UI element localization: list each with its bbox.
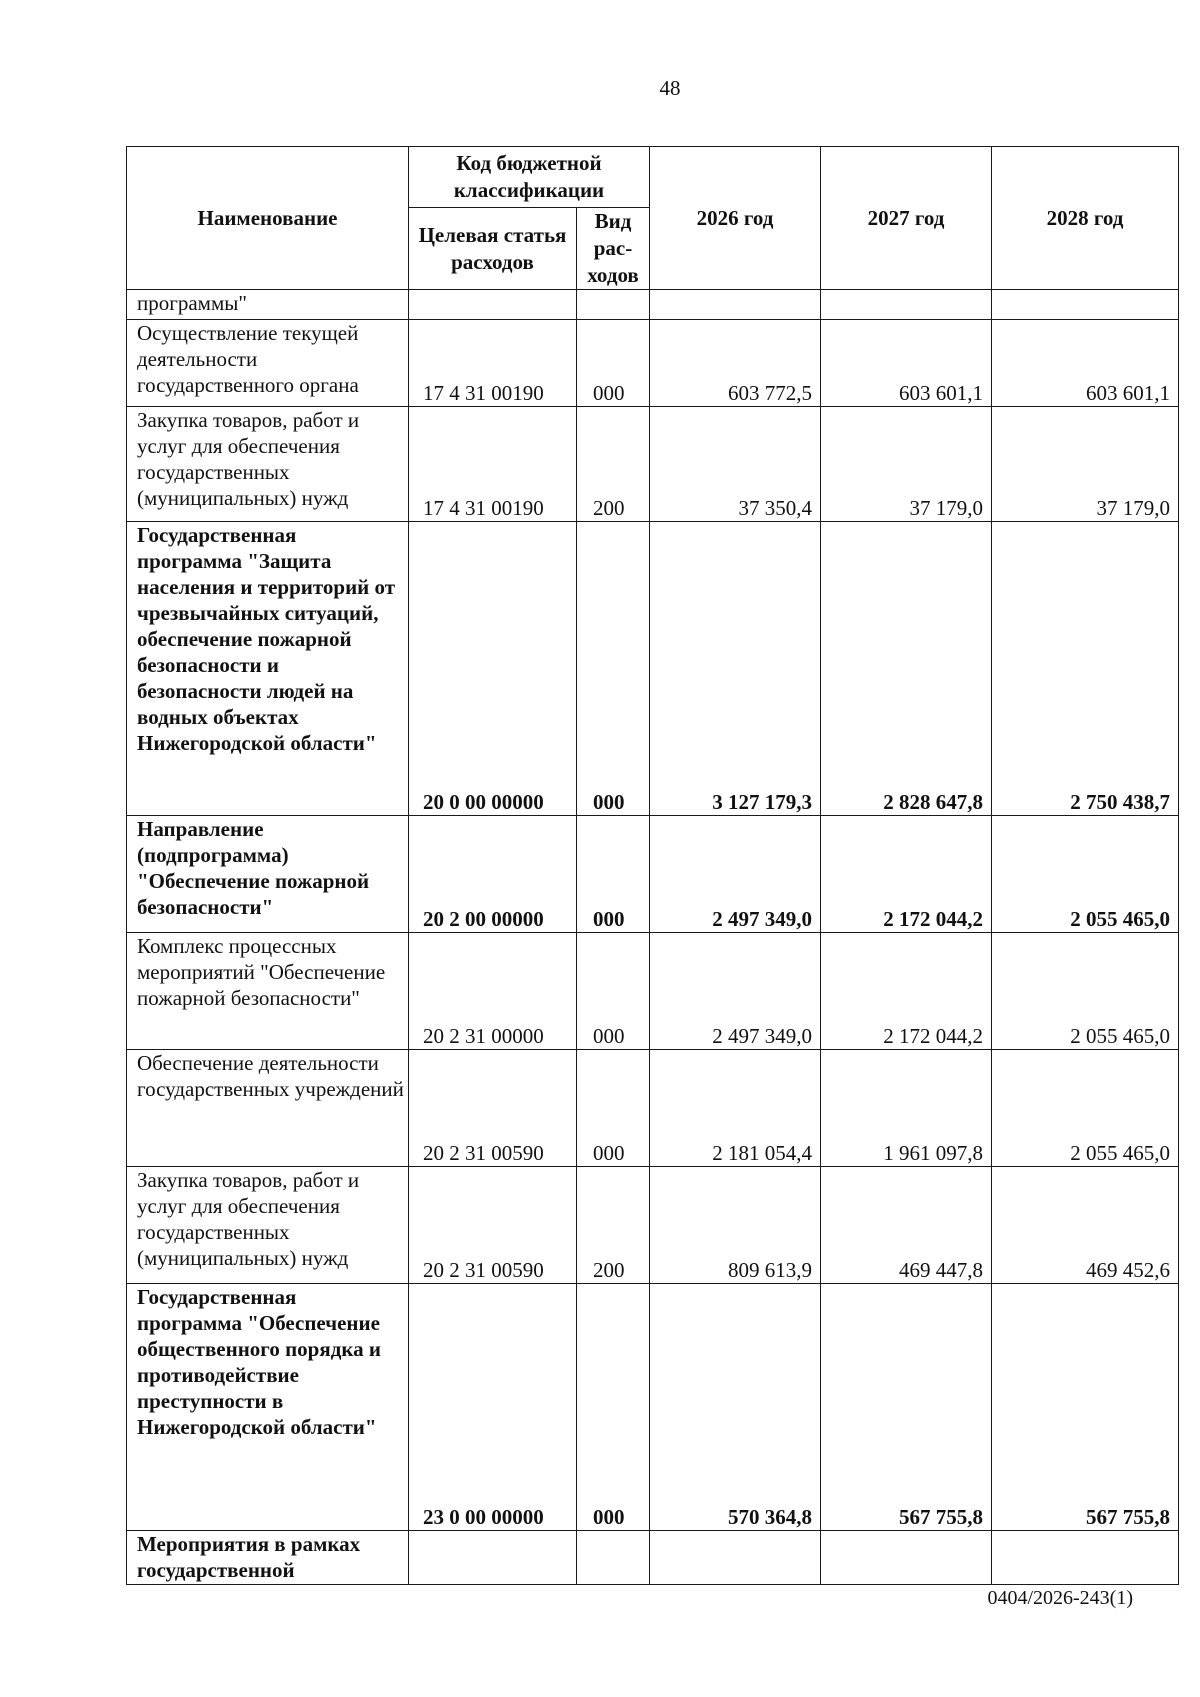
row-expense-type: 000 bbox=[577, 1284, 650, 1531]
table-row bbox=[127, 407, 1179, 522]
row-value-2028: 2 055 465,0 bbox=[992, 816, 1179, 933]
table-row bbox=[127, 1284, 1179, 1531]
row-value-2028: 2 055 465,0 bbox=[992, 933, 1179, 1050]
row-value-2027: 2 828 647,8 bbox=[821, 522, 992, 816]
row-value-2026: 2 497 349,0 bbox=[650, 933, 821, 1050]
row-expense-type: 200 bbox=[577, 1167, 650, 1284]
row-value-2028: 603 601,1 bbox=[992, 320, 1179, 407]
row-value-2026: 3 127 179,3 bbox=[650, 522, 821, 816]
row-value-2028: 2 750 438,7 bbox=[992, 522, 1179, 816]
row-value-2026: 570 364,8 bbox=[650, 1284, 821, 1531]
table-row bbox=[127, 1050, 1179, 1167]
row-value-2027: 37 179,0 bbox=[821, 407, 992, 522]
row-target-article: 23 0 00 00000 bbox=[409, 1284, 577, 1531]
header-code-group: Код бюджетной классификации bbox=[409, 147, 650, 208]
budget-table bbox=[126, 146, 1179, 1585]
row-value-2026: 2 497 349,0 bbox=[650, 816, 821, 933]
row-value-2027: 2 172 044,2 bbox=[821, 816, 992, 933]
row-name: Государственная программа "Защита населения и территорий от чрезвычайных ситуаций, обеспечение пожарной безопасности и безопасности людей на водных объектах Нижегородской области" bbox=[127, 522, 409, 816]
row-expense-type: 000 bbox=[577, 933, 650, 1050]
row-name: Осуществление текущей деятельности государственного органа bbox=[127, 320, 409, 407]
row-name: Государственная программа "Обеспечение общественного порядка и противодействие преступности в Нижегородской области" bbox=[127, 1284, 409, 1531]
row-value-2027: 603 601,1 bbox=[821, 320, 992, 407]
row-expense-type bbox=[577, 1531, 650, 1585]
row-value-2027: 567 755,8 bbox=[821, 1284, 992, 1531]
row-expense-type: 000 bbox=[577, 816, 650, 933]
document-code: 0404/2026-243(1) bbox=[987, 1587, 1133, 1609]
row-target-article: 17 4 31 00190 bbox=[409, 407, 577, 522]
table-row bbox=[127, 1531, 1179, 1585]
table-body bbox=[127, 290, 1179, 1585]
row-value-2027 bbox=[821, 290, 992, 320]
table-row bbox=[127, 290, 1179, 320]
row-target-article bbox=[409, 1531, 577, 1585]
row-name: Мероприятия в рамках государственной bbox=[127, 1531, 409, 1585]
header-2028: 2028 год bbox=[992, 147, 1179, 290]
row-target-article: 20 2 31 00000 bbox=[409, 933, 577, 1050]
row-expense-type: 000 bbox=[577, 1050, 650, 1167]
table-row bbox=[127, 320, 1179, 407]
table-row bbox=[127, 1167, 1179, 1284]
row-value-2026 bbox=[650, 290, 821, 320]
row-expense-type: 000 bbox=[577, 320, 650, 407]
row-name: Закупка товаров, работ и услуг для обеспечения государственных (муниципальных) нужд bbox=[127, 1167, 409, 1284]
row-target-article: 17 4 31 00190 bbox=[409, 320, 577, 407]
row-value-2028: 567 755,8 bbox=[992, 1284, 1179, 1531]
header-expense-type: Вид рас-ходов bbox=[577, 208, 650, 290]
row-name: Направление (подпрограмма) "Обеспечение пожарной безопасности" bbox=[127, 816, 409, 933]
table-row bbox=[127, 522, 1179, 816]
row-target-article: 20 2 31 00590 bbox=[409, 1050, 577, 1167]
row-value-2028: 2 055 465,0 bbox=[992, 1050, 1179, 1167]
header-2026: 2026 год bbox=[650, 147, 821, 290]
row-value-2026 bbox=[650, 1531, 821, 1585]
row-name: Обеспечение деятельности государственных учреждений bbox=[127, 1050, 409, 1167]
row-name: Закупка товаров, работ и услуг для обеспечения государственных (муниципальных) нужд bbox=[127, 407, 409, 522]
row-target-article: 20 2 00 00000 bbox=[409, 816, 577, 933]
row-value-2028: 37 179,0 bbox=[992, 407, 1179, 522]
row-value-2028: 469 452,6 bbox=[992, 1167, 1179, 1284]
header-target-article: Целевая статья расходов bbox=[409, 208, 577, 290]
row-target-article: 20 2 31 00590 bbox=[409, 1167, 577, 1284]
row-target-article bbox=[409, 290, 577, 320]
row-value-2027 bbox=[821, 1531, 992, 1585]
row-target-article: 20 0 00 00000 bbox=[409, 522, 577, 816]
header-name: Наименование bbox=[127, 147, 409, 290]
row-expense-type: 000 bbox=[577, 522, 650, 816]
row-name: Комплекс процессных мероприятий "Обеспечение пожарной безопасности" bbox=[127, 933, 409, 1050]
header-2027: 2027 год bbox=[821, 147, 992, 290]
row-value-2026: 37 350,4 bbox=[650, 407, 821, 522]
row-value-2026: 2 181 054,4 bbox=[650, 1050, 821, 1167]
row-expense-type: 200 bbox=[577, 407, 650, 522]
row-value-2027: 1 961 097,8 bbox=[821, 1050, 992, 1167]
row-value-2027: 469 447,8 bbox=[821, 1167, 992, 1284]
row-name: программы" bbox=[127, 290, 409, 320]
table-row bbox=[127, 933, 1179, 1050]
row-expense-type bbox=[577, 290, 650, 320]
row-value-2027: 2 172 044,2 bbox=[821, 933, 992, 1050]
row-value-2026: 809 613,9 bbox=[650, 1167, 821, 1284]
page-number: 48 bbox=[659, 76, 681, 100]
row-value-2028 bbox=[992, 290, 1179, 320]
row-value-2028 bbox=[992, 1531, 1179, 1585]
row-value-2026: 603 772,5 bbox=[650, 320, 821, 407]
table-row bbox=[127, 816, 1179, 933]
